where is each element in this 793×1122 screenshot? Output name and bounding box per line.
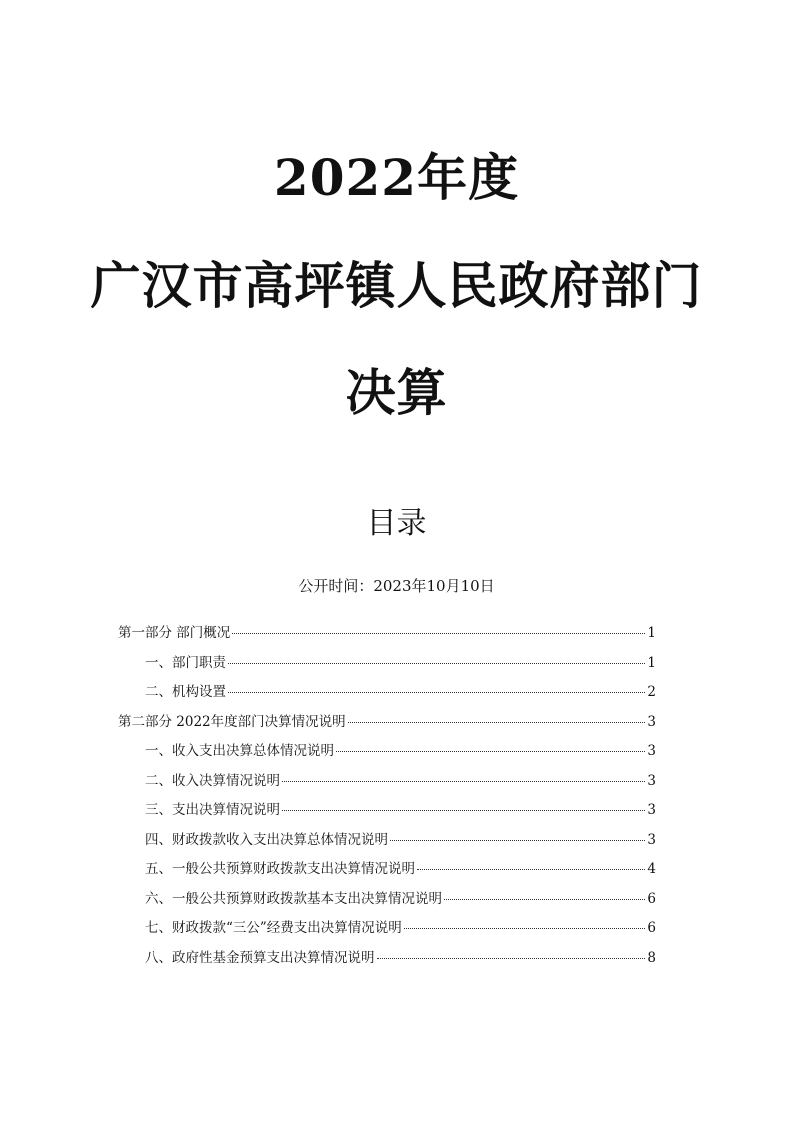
- toc-dot-leader: [282, 810, 645, 811]
- toc-entry-label: 七、财政拨款“三公”经费支出决算情况说明: [145, 920, 402, 936]
- toc-dot-leader: [228, 663, 645, 664]
- toc-entry-label: 五、一般公共预算财政拨款支出决算情况说明: [145, 861, 415, 877]
- toc-entry-page: 6: [647, 890, 656, 907]
- toc-entry-label: 第一部分 部门概况: [118, 625, 231, 641]
- toc-entry-label: 一、部门职责: [145, 654, 226, 671]
- toc-dot-leader: [417, 869, 645, 870]
- toc-dot-leader: [404, 928, 646, 929]
- toc-entry[interactable]: [118, 678, 656, 708]
- table-of-contents: [118, 619, 656, 973]
- toc-entry-page: 1: [647, 654, 656, 671]
- toc-entry-label: 第二部分 2022年度部门决算情况说明: [118, 713, 346, 730]
- toc-dot-leader: [232, 633, 645, 634]
- toc-dot-leader: [390, 840, 645, 841]
- toc-heading: 目录: [366, 506, 427, 541]
- toc-dot-leader: [228, 692, 645, 693]
- publish-time: 公开时间：2023年10月10日: [298, 577, 495, 595]
- toc-entry-page: 8: [647, 949, 656, 966]
- toc-entry[interactable]: [118, 885, 656, 915]
- toc-entry[interactable]: [118, 796, 656, 826]
- toc-entry-page: 3: [647, 772, 656, 789]
- toc-entry-page: 3: [647, 802, 656, 818]
- toc-entry[interactable]: [118, 826, 656, 856]
- toc-entry-page: 2: [647, 684, 656, 700]
- toc-entry-page: 6: [647, 920, 656, 936]
- toc-entry[interactable]: [118, 767, 656, 797]
- toc-dot-leader: [336, 751, 645, 752]
- toc-entry[interactable]: [118, 649, 656, 679]
- toc-entry[interactable]: [118, 944, 656, 974]
- toc-entry-label: 三、支出决算情况说明: [145, 802, 280, 818]
- toc-entry[interactable]: [118, 737, 656, 767]
- toc-entry[interactable]: [118, 914, 656, 944]
- toc-entry-page: 3: [647, 713, 656, 730]
- title-line-organization: 广汉市高坪镇人民政府部门: [90, 256, 703, 315]
- toc-entry[interactable]: [118, 855, 656, 885]
- toc-dot-leader: [282, 781, 645, 782]
- toc-entry-label: 六、一般公共预算财政拨款基本支出决算情况说明: [145, 890, 442, 907]
- title-line-report-type: 决算: [345, 363, 448, 422]
- title-line-year: 2022年度: [273, 148, 520, 207]
- toc-dot-leader: [377, 958, 646, 959]
- toc-entry-label: 一、收入支出决算总体情况说明: [145, 743, 334, 759]
- toc-entry-label: 八、政府性基金预算支出决算情况说明: [145, 949, 375, 966]
- toc-entry-page: 4: [647, 861, 656, 877]
- toc-dot-leader: [444, 899, 645, 900]
- toc-entry-page: 1: [647, 625, 656, 641]
- toc-entry-label: 四、财政拨款收入支出决算总体情况说明: [145, 831, 388, 848]
- toc-entry-page: 3: [647, 831, 656, 848]
- toc-entry-label: 二、收入决算情况说明: [145, 772, 280, 789]
- toc-entry-label: 二、机构设置: [145, 684, 226, 700]
- toc-entry[interactable]: [118, 619, 656, 649]
- toc-entry-page: 3: [647, 743, 656, 759]
- toc-entry[interactable]: [118, 708, 656, 738]
- toc-dot-leader: [348, 722, 646, 723]
